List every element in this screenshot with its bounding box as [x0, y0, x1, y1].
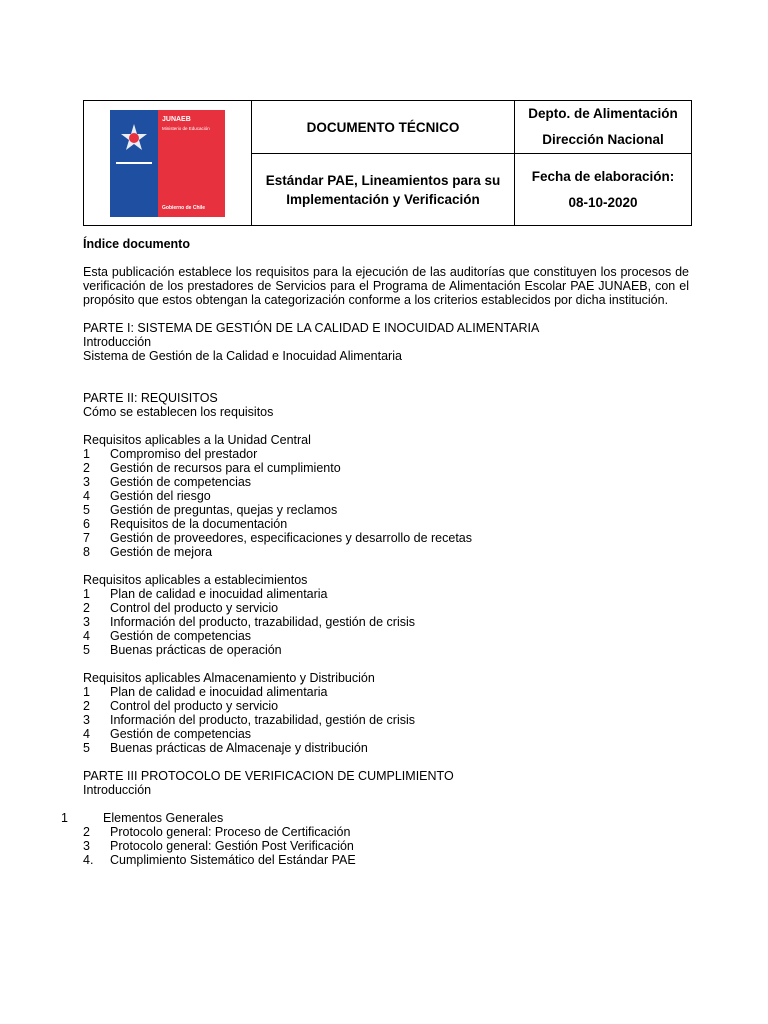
list-item: 2 Control del producto y servicio	[83, 601, 279, 615]
group-heading-central: Requisitos aplicables a la Unidad Central	[83, 433, 311, 447]
doc-type: DOCUMENTO TÉCNICO	[306, 119, 460, 135]
list-item: 1 Elementos Generales	[61, 811, 224, 825]
logo-blue-panel	[110, 110, 158, 217]
list-item: 8 Gestión de mejora	[83, 545, 213, 559]
part1-title: PARTE I: SISTEMA DE GESTIÓN DE LA CALIDAD E INOCUIDAD ALIMENTARIA	[83, 321, 540, 335]
part1-intro: Introducción	[83, 335, 152, 349]
title-cell	[252, 154, 515, 226]
date-cell	[515, 154, 692, 226]
list-item: 4 Gestión de competencias	[83, 629, 252, 643]
group-heading-establishments: Requisitos aplicables a establecimientos	[83, 573, 308, 587]
list-item: 4 Gestión del riesgo	[83, 489, 211, 503]
junaeb-logo	[110, 110, 225, 217]
dept-cell	[515, 101, 692, 154]
part2-subtitle: Cómo se establecen los requisitos	[83, 405, 274, 419]
doc-title-line2: Implementación y Verificación	[286, 191, 480, 207]
list-item: 2 Control del producto y servicio	[83, 699, 279, 713]
coat-of-arms-icon	[118, 122, 150, 154]
list-item: 2 Protocolo general: Proceso de Certificación	[83, 825, 351, 839]
list-item: 1 Plan de calidad e inocuidad alimentaria	[83, 685, 328, 699]
list-item: 3 Gestión de competencias	[83, 475, 252, 489]
document-body	[61, 237, 689, 867]
document-header-table	[83, 100, 692, 226]
list-item: 5 Buenas prácticas de operación	[83, 643, 282, 657]
date-value: 08-10-2020	[568, 194, 638, 210]
list-item: 3 Información del producto, trazabilidad, gestión de crisis	[83, 615, 416, 629]
logo-ministry: Ministerio de Educación	[162, 125, 210, 131]
logo-cell	[84, 101, 252, 226]
list-item: 3 Información del producto, trazabilidad, gestión de crisis	[83, 713, 416, 727]
part3-subtitle: Introducción	[83, 783, 152, 797]
intro-paragraph: Esta publicación establece los requisitos para la ejecución de las auditorías que constituyen los procesos de verificación de los prestadores de Servicios para el Programa de Alimentación Escolar PAE JUNAEB, con el propósito que estos obtengan la categorización conforme a los criterios establecidos por dicha institución.	[83, 265, 689, 307]
group-heading-storage: Requisitos aplicables Almacenamiento y Distribución	[83, 671, 375, 685]
doc-title-line1: Estándar PAE, Lineamientos para su	[265, 172, 501, 188]
part1-system: Sistema de Gestión de la Calidad e Inocuidad Alimentaria	[83, 349, 402, 363]
logo-org-name: JUNAEB	[162, 115, 191, 123]
list-item: 1 Plan de calidad e inocuidad alimentaria	[83, 587, 328, 601]
list-item: 6 Requisitos de la documentación	[83, 517, 288, 531]
part2-title: PARTE II: REQUISITOS	[83, 391, 218, 405]
doc-type-cell	[252, 101, 515, 154]
dept-name: Depto. de Alimentación	[528, 106, 678, 121]
list-item: 2 Gestión de recursos para el cumplimiento	[83, 461, 341, 475]
list-item: 5 Buenas prácticas de Almacenaje y distribución	[83, 741, 368, 755]
index-title: Índice documento	[83, 237, 190, 251]
direction-name: Dirección Nacional	[542, 132, 664, 147]
date-label: Fecha de elaboración:	[531, 168, 675, 184]
list-item: 1 Compromiso del prestador	[83, 447, 258, 461]
list-item: 5 Gestión de preguntas, quejas y reclamos	[83, 503, 338, 517]
logo-red-panel	[158, 110, 225, 217]
list-item: 4. Cumplimiento Sistemático del Estándar PAE	[83, 853, 356, 867]
list-item: 7 Gestión de proveedores, especificaciones y desarrollo de recetas	[83, 531, 473, 545]
logo-government: Gobierno de Chile	[162, 204, 206, 211]
list-item: 4 Gestión de competencias	[83, 727, 252, 741]
list-item: 3 Protocolo general: Gestión Post Verificación	[83, 839, 354, 853]
logo-divider	[116, 162, 152, 164]
part3-title: PARTE III PROTOCOLO DE VERIFICACION DE CUMPLIMIENTO	[83, 769, 454, 783]
